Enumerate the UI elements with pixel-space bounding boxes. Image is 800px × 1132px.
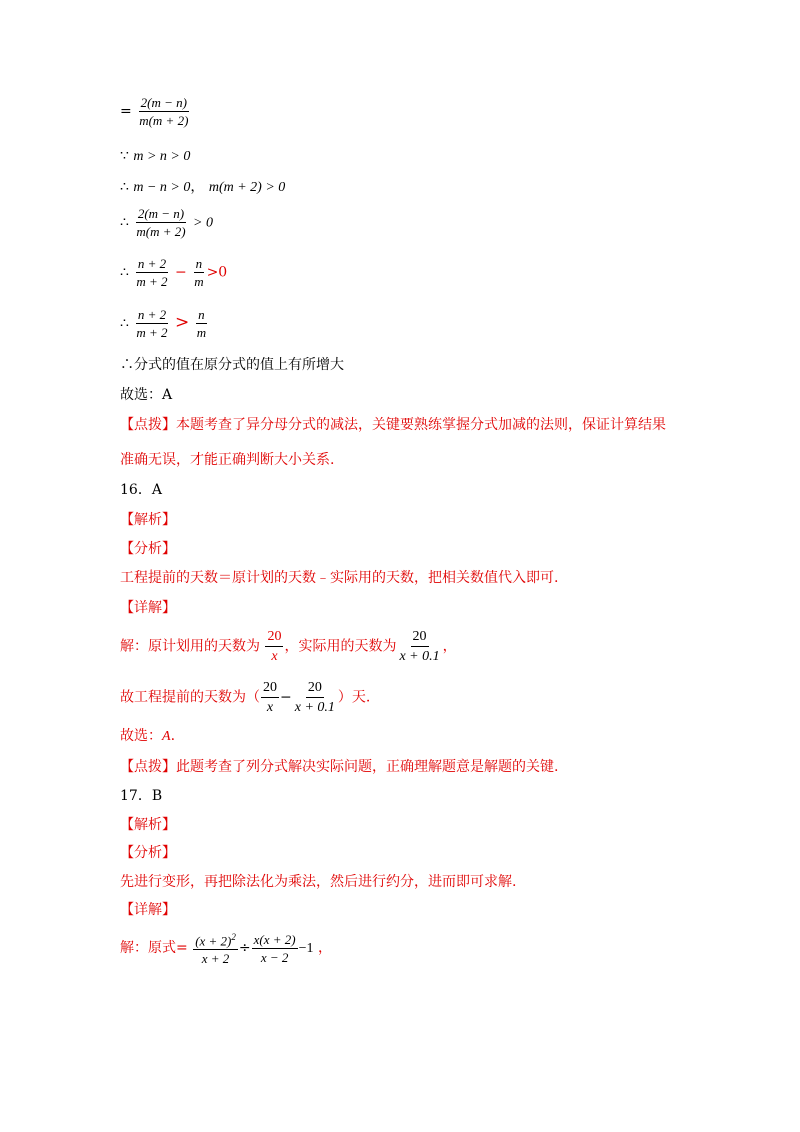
tip-15-b: 准确无误，才能正确判断大小关系. bbox=[120, 452, 335, 468]
fraction: $\frac{n}{m}$ bbox=[194, 256, 204, 289]
answer-15: 故选：A bbox=[120, 387, 173, 403]
fraction: $\frac{20}{x}$ bbox=[263, 680, 277, 715]
fraction: $\frac{n + 2}{m + 2}$ bbox=[136, 307, 168, 340]
section-fenxi-16: 【分析】 bbox=[120, 541, 176, 557]
question-17-answer: 17．B bbox=[120, 788, 163, 804]
fraction: $\frac{2(m - n)}{m(m + 2)}$ bbox=[139, 95, 189, 128]
tip-15-a: 【点拨】本题考查了异分母分式的减法，关键要熟练掌握分式加减的法则，保证计算结果 bbox=[120, 417, 666, 433]
therefore-line-4: ∴ $\frac{n + 2}{m + 2}$ > $\frac{n}{m}$ bbox=[120, 307, 207, 340]
question-16-answer: 16．A bbox=[120, 482, 162, 498]
conclusion: ∴分式的值在原分式的值上有所增大 bbox=[120, 357, 344, 373]
fraction: $\frac{x(x + 2)}{x - 2}$ bbox=[253, 931, 296, 965]
solution-16-line-1: 解：原计划用的天数为 $\frac{20}{x}$ ，实际用的天数为 $\frac{20}{x + 0.1}$ ， bbox=[120, 629, 457, 664]
fraction: $\frac{20}{x + 0.1}$ bbox=[294, 680, 335, 715]
section-fenxi-17: 【分析】 bbox=[120, 845, 176, 861]
analysis-text-16: 工程提前的天数＝原计划的天数﹣实际用的天数，把相关数值代入即可. bbox=[120, 570, 559, 586]
section-analysis-17: 【解析】 bbox=[120, 817, 176, 833]
fraction: $\frac{n}{m}$ bbox=[196, 307, 207, 340]
therefore-line-1: ∴ m − n > 0， m(m + 2) > 0 bbox=[120, 179, 286, 195]
fraction: $\frac{20}{x}$ bbox=[267, 629, 282, 664]
therefore-line-3: ∴ $\frac{n + 2}{m + 2}$ − $\frac{n}{m}$ >0 bbox=[120, 256, 228, 289]
section-analysis-16: 【解析】 bbox=[120, 512, 176, 528]
section-detail-16: 【详解】 bbox=[120, 600, 176, 616]
solution-16-line-2: 故工程提前的天数为（ $\frac{20}{x}$ − $\frac{20}{x + 0.1}$ ）天. bbox=[120, 680, 371, 715]
fraction: $\frac{(x + 2)^2}{x + 2}$ bbox=[195, 932, 236, 967]
answer-16: 故选：A. bbox=[120, 728, 176, 744]
tip-16: 【点拨】此题考查了列分式解决实际问题，正确理解题意是解题的关键. bbox=[120, 759, 559, 775]
fraction: $\frac{n + 2}{m + 2}$ bbox=[136, 256, 168, 289]
section-detail-17: 【详解】 bbox=[120, 902, 176, 918]
eq-line-1: = $\frac{2(m - n)}{m(m + 2)}$ bbox=[120, 95, 189, 128]
fraction: $\frac{20}{x + 0.1}$ bbox=[399, 629, 440, 664]
analysis-text-17: 先进行变形，再把除法化为乘法，然后进行约分，进而即可求解. bbox=[120, 874, 517, 890]
solution-17: 解：原式= $\frac{(x + 2)^2}{x + 2}$ ÷ $\frac{x(x + 2)}{x - 2}$ −1 ， bbox=[120, 931, 332, 967]
because-line: ∵ m > n > 0 bbox=[120, 148, 191, 164]
therefore-line-2: ∴ $\frac{2(m - n)}{m(m + 2)}$ > 0 bbox=[120, 206, 213, 239]
fraction: $\frac{2(m - n)}{m(m + 2)}$ bbox=[136, 206, 186, 239]
